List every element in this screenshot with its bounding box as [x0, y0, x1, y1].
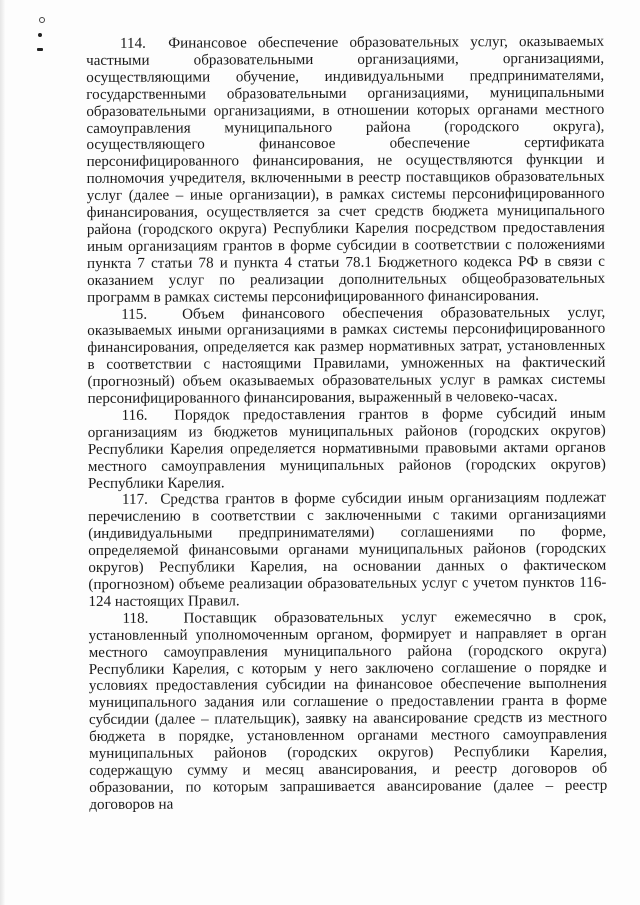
scan-edge-shadow	[0, 0, 6, 905]
paragraph-115: 115. Объем финансового обеспечения образовательных услуг, оказываемых иными организациями в рамках системы персонифицированного финансирования, определяется как размер нормативных затрат, установленных в соответствии с настоящими Правилами, умноженных на фактический (прогнозный) объем оказываемых образовательных услуг в рамках системы персонифицированного финансирования, выраженный в человеко-часах.	[87, 304, 606, 408]
paragraph-114: 114. Финансовое обеспечение образовательных услуг, оказываемых частными образовательными организациями, организациями, осуществляющими обучение, индивидуальными предпринимателями, государственными образовательными организациями, муниципальными образовательными организациями, в отношении которых органами местного самоуправления муниципального района (городского округа), осуществляющего финансовое обеспечение сертификата персонифицированного финансирования, не осуществляются функции и полномочия учредителя, включенными в реестр поставщиков образовательных услуг (далее – иные организации), в рамках системы персонифицированного финансирования, осуществляется за счет средств бюджета муниципального района (городского округа) Республики Карелия посредством предоставления иным организациям грантов в форме субсидии в соответствии с положениями пункта 7 статьи 78 и пункта 4 статьи 78.1 Бюджетного кодекса РФ в связи с оказанием услуг по реализации дополнительных общеобразовательных программ в рамках системы персонифицированного финансирования.	[86, 33, 606, 306]
paragraph-118: 118. Поставщик образовательных услуг ежемесячно в срок, установленный уполномоченным органом, формирует и направляет в орган местного самоуправления муниципального района (городского округа) Республики Карелия, с которым у него заключено соглашение о порядке и условиях предоставления субсидии на финансовое обеспечение выполнения муниципального задания или соглашение о предоставлении гранта в форме субсидии (далее – плательщик), заявку на авансирование средств из местного бюджета в порядке, установленном органами местного самоуправления муниципальных районов (городских округов) Республики Карелия, содержащую сумму и месяц авансирования, и реестр договоров об образовании, по которым запрашивается авансирование (далее – реестр договоров на	[88, 608, 608, 813]
document-body	[86, 34, 607, 814]
paragraph-117: 117. Средства грантов в форме субсидии иным организациям подлежат перечислению в соответствии с заключенными с такими организациями (индивидуальными предпринимателями) соглашениями по форме, определяемой финансовыми органами муниципальных районов (городских округов) Республики Карелия, на основании данных о фактическом (прогнозном) объеме реализации образовательных услуг с учетом пунктов 116-124 настоящих Правил.	[88, 490, 607, 610]
punch-mark	[37, 48, 43, 51]
punch-mark	[39, 17, 45, 23]
paragraph-116: 116. Порядок предоставления грантов в форме субсидий иным организациям из бюджетов муниципальных районов (городских округов) Республики Карелия определяется нормативными правовыми актами органов местного самоуправления муниципальных районов (городских округов) Республики Карелия.	[87, 405, 606, 492]
punch-mark	[38, 33, 42, 37]
